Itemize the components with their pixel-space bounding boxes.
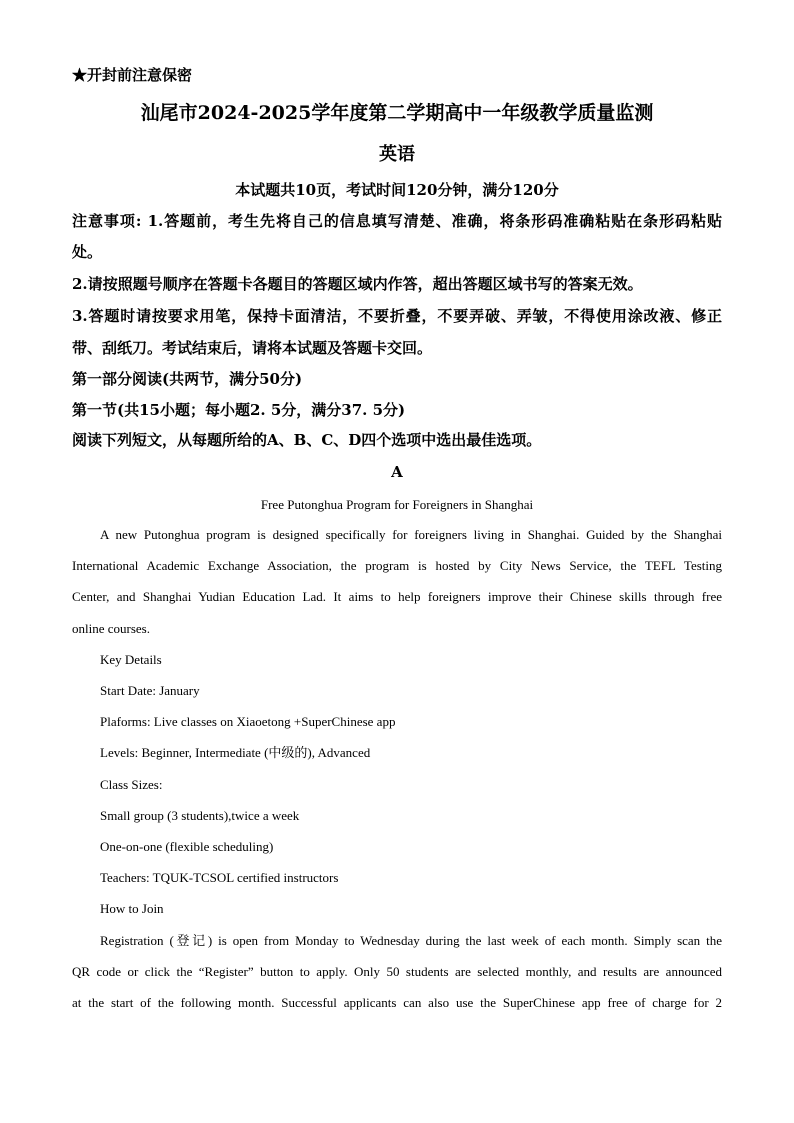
small-group: Small group (3 students),twice a week [100,808,300,823]
how-to-join-heading: How to Join [100,901,164,916]
paragraph-1-line-2: International Academic Exchange Association, the program is hosted by City News Service, the TEFL Testing [72,558,722,573]
notes-line-2: 处。 [72,243,103,261]
paragraph-2-line-2: QR code or click the “Register” button to apply. Only 50 students are selected monthly, and results are announced [72,964,722,979]
class-sizes-heading: Class Sizes: [100,777,163,792]
paragraph-2-line-3: at the start of the following month. Successful applicants can also use the SuperChinese app free of charge for 2 [72,995,722,1010]
paragraph-1-line-4: online courses. [72,621,150,636]
exam-info: 本试题共10页，考试时间120分钟，满分120分 [235,181,559,199]
exam-title: 汕尾市2024-2025学年度第二学期高中一年级教学质量监测 [140,102,654,124]
start-date: Start Date: January [100,683,200,698]
section-heading: 第一节(共15小题；每小题2. 5分，满分37. 5分) [72,401,406,419]
paragraph-2-line-1: Registration (登记) is open from Monday to Wednesday during the last week of each month. Simply scan the [100,933,722,948]
subject-title: 英语 [379,144,415,165]
passage-label: A [391,463,403,481]
notes-line-4: 3.答题时请按要求用笔，保持卡面清洁，不要折叠，不要弄破、弄皱，不得使用涂改液、修正 [72,307,722,325]
platforms: Plaforms: Live classes on Xiaoetong +SuperChinese app [100,714,396,729]
confidential-notice: ★开封前注意保密 [72,66,193,84]
part-heading: 第一部分阅读(共两节，满分50分) [72,370,303,388]
notes-line-5: 带、刮纸刀。考试结束后，请将本试题及答题卡交回。 [72,339,433,357]
paragraph-1-line-3: Center, and Shanghai Yudian Education Lad. It aims to help foreigners improve their Chinese skills through free [72,589,722,604]
levels: Levels: Beginner, Intermediate (中级的), Advanced [100,745,371,760]
one-on-one: One-on-one (flexible scheduling) [100,839,274,854]
reading-instruction: 阅读下列短文，从每题所给的A、B、C、D四个选项中选出最佳选项。 [72,431,542,449]
key-details-heading: Key Details [100,652,162,667]
passage-title: Free Putonghua Program for Foreigners in Shanghai [260,497,534,512]
notes-line-1: 注意事项: 1.答题前，考生先将自己的信息填写清楚、准确，将条形码准确粘贴在条形码粘贴 [72,212,722,230]
paragraph-1-line-1: A new Putonghua program is designed specifically for foreigners living in Shanghai. Guided by the Shanghai [100,527,722,542]
notes-line-3: 2.请按照题号顺序在答题卡各题目的答题区域内作答，超出答题区域书写的答案无效。 [72,275,643,293]
teachers: Teachers: TQUK-TCSOL certified instructors [100,870,339,885]
